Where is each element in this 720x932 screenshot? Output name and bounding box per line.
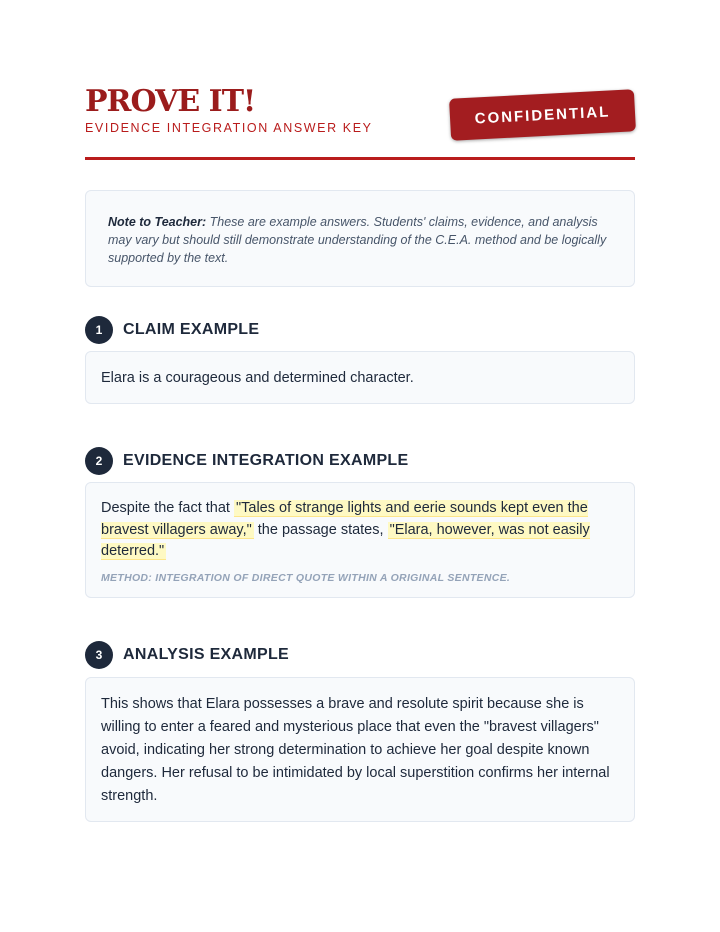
claim-text: Elara is a courageous and determined character. xyxy=(101,369,414,386)
section-evidence-header xyxy=(85,447,408,475)
section-title: CLAIM EXAMPLE xyxy=(123,321,260,338)
analysis-card xyxy=(85,677,635,822)
analysis-text: This shows that Elara possesses a brave and resolute spirit because she is willing to enter a feared and mysterious place that even the "bravest villagers" avoid, indicating her strong determination to achieve her goal despite known dangers. Her refusal to be intimidated by local superstition confirms her internal strength. xyxy=(101,696,610,804)
section-analysis-header xyxy=(85,641,289,669)
teacher-note-text: These are example answers. Students' claims, evidence, and analysis may vary but should still demonstrate understanding of the C.E.A. method and be logically supported by the text. xyxy=(108,215,607,265)
header xyxy=(85,0,635,160)
evidence-text xyxy=(101,498,619,563)
section-number-badge: 3 xyxy=(85,641,113,669)
page-title: PROVE IT! xyxy=(85,84,256,119)
answer-key-page xyxy=(85,0,635,804)
confidential-stamp: CONFIDENTIAL xyxy=(449,89,636,141)
section-number-badge: 1 xyxy=(85,316,113,344)
section-claim-header xyxy=(85,316,259,344)
evidence-card xyxy=(85,482,635,598)
section-number-badge: 2 xyxy=(85,447,113,475)
teacher-note xyxy=(85,190,635,287)
section-title: ANALYSIS EXAMPLE xyxy=(123,646,290,663)
quote-highlight: "Elara, however, was not easily deterred." xyxy=(101,521,590,559)
header-divider xyxy=(85,157,635,160)
quote-highlight: "Tales of strange lights and eerie sounds kept even the bravest villagers away," xyxy=(101,500,588,538)
section-title: EVIDENCE INTEGRATION EXAMPLE xyxy=(123,452,409,469)
claim-card xyxy=(85,351,635,404)
method-note: METHOD: INTEGRATION OF DIRECT QUOTE WITHIN A ORIGINAL SENTENCE. xyxy=(101,571,511,584)
page-subtitle: EVIDENCE INTEGRATION ANSWER KEY xyxy=(85,121,373,135)
evidence-lead: Despite the fact that xyxy=(101,500,234,516)
teacher-note-label: Note to Teacher: xyxy=(108,215,207,229)
evidence-middle: the passage states, xyxy=(253,521,388,538)
